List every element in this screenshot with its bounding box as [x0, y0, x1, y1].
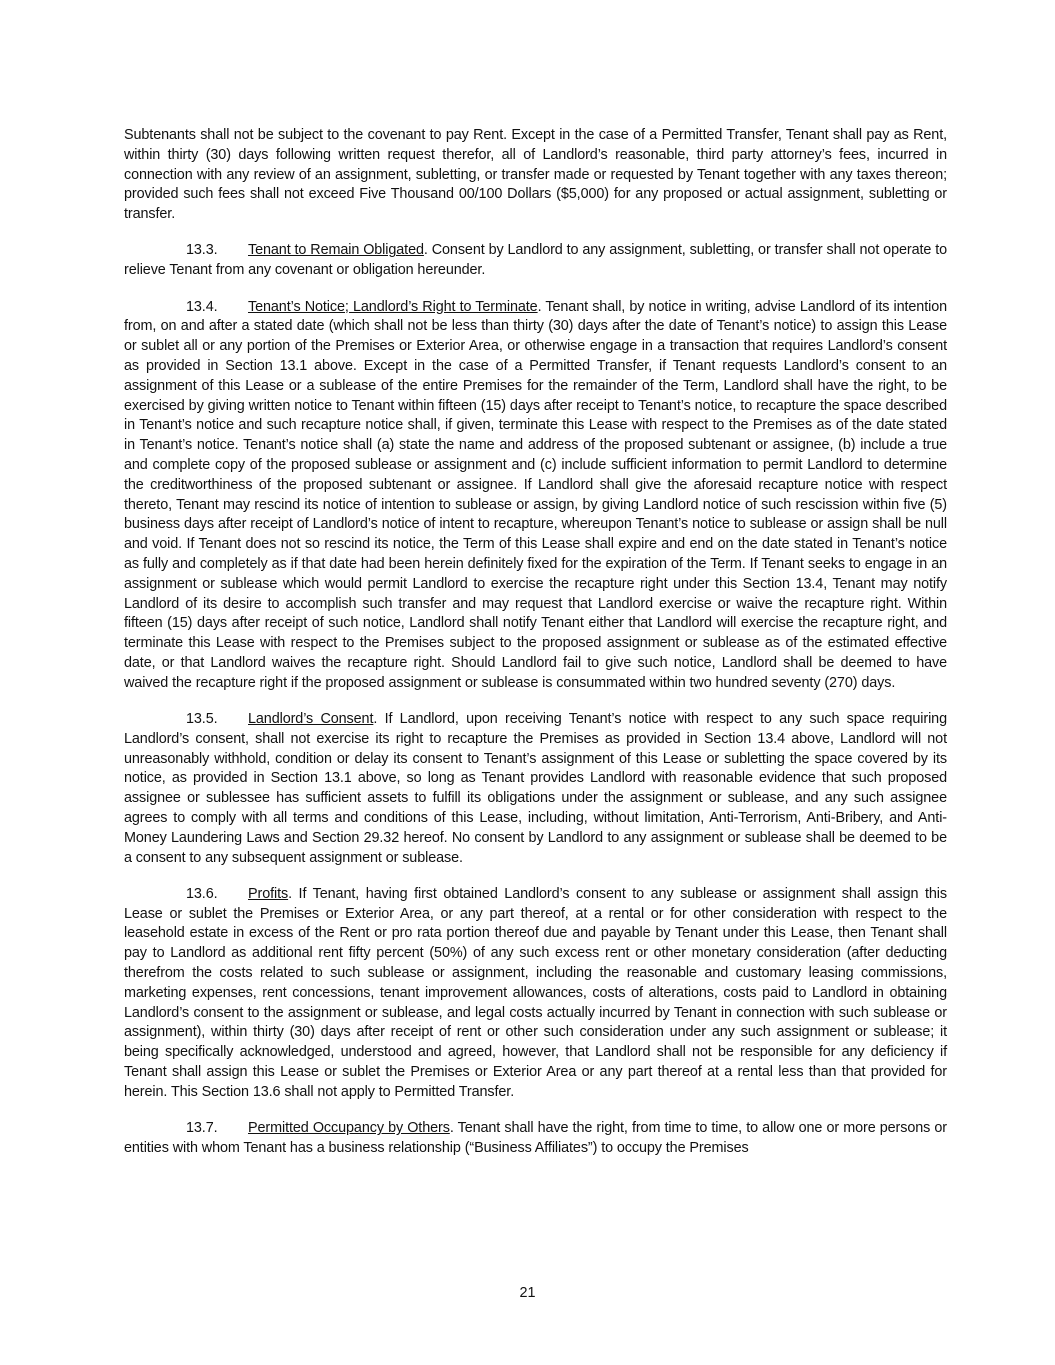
section-heading: Profits: [248, 885, 289, 902]
section-body: . If Tenant, having first obtained Landlord’s consent to any sublease or assignment shall assign this Lease or sublet the Premises or Exterior Area, or any part thereof, at a rental or for other consideration with respect to the leasehold estate in excess of the Rent or pro rata portion thereof due and payable by Tenant under this Lease, then Tenant shall pay to Landlord as additional rent fifty percent (50%) of any such excess rent or other monetary consideration (after deducting therefrom the costs related to such sublease or assignment, including the reasonable and customary leasing commissions, marketing expenses, rent concessions, tenant improvement allowances, costs of alterations, costs paid to Landlord in obtaining Landlord’s consent to the assignment or sublease, and legal costs actually incurred by Tenant in connection with such sublease or assignment), within thirty (30) days after receipt of rent or other such consideration under any such assignment or sublease; it being specifically acknowledged, understood and agreed, however, that Landlord shall not be responsible for any deficiency if Tenant shall assign this Lease or sublet the Premises or Exterior Area or any part thereof at a rental less than that provided for herein. This Section 13.6 shall not apply to Permitted Transfer.: [124, 885, 947, 1100]
section-body: . Consent by Landlord to any assignment, subletting, or transfer shall not operate to relieve Tenant from any covenant or obligation hereunder.: [124, 242, 948, 279]
section-heading: Tenant to Remain Obligated: [248, 242, 424, 259]
section-number: 13.7.: [186, 1120, 218, 1137]
section-number: 13.3.: [186, 242, 218, 259]
section-heading: Permitted Occupancy by Others: [248, 1120, 450, 1137]
section-number: 13.5.: [186, 711, 218, 728]
section-heading: Tenant’s Notice; Landlord’s Right to Terminate: [248, 298, 538, 315]
section-number: 13.6.: [186, 885, 218, 902]
section-13-3: [124, 241, 947, 281]
section-body: . Tenant shall have the right, from time to time, to allow one or more persons or entities with whom Tenant has a business relationship (“Business Affiliates”) to occupy the Premises: [124, 1120, 947, 1156]
section-body: . Tenant shall, by notice in writing, advise Landlord of its intention from, on and after a stated date (which shall not be less than thirty (30) days after the date of Tenant’s notice) to assign this Lease or sublet all or any portion of the Premises or Exterior Area, or otherwise engage in a transaction that requires Landlord’s consent as provided in Section 13.1 above. Except in the case of a Permitted Transfer, if Tenant requests Landlord’s consent to an assignment of this Lease or a sublease of the entire Premises for the remainder of the Term, Landlord shall have the right, to be exercised by giving written notice to Tenant within fifteen (15) days after receipt to Tenant’s notice, to recapture the space described in Tenant’s notice and such recapture notice shall, if given, terminate this Lease with respect to the Premises as of the date stated in Tenant’s notice. Tenant’s notice shall (a) state the name and address of the proposed subtenant or assignee, (b) include a true and complete copy of the proposed sublease or assignment and (c) include sufficient information to permit Landlord to determine the creditworthiness of the proposed subtenant or assignee. If Landlord shall give the aforesaid recapture notice with respect thereto, Tenant may rescind its notice of intention to sublease or assign, by giving Landlord notice of such rescission within five (5) business days after receipt of Landlord’s notice of intent to recapture, whereupon Tenant’s notice to sublease or assign shall be null and void. If Tenant does not so rescind its notice, the Term of this Lease shall expire and end on the date stated in Tenant’s notice as fully and completely as if that date had been herein definitely fixed for the expiration of the Term. If Tenant seeks to engage in an assignment or sublease which would permit Landlord to exercise the recapture right under this Section 13.4, Tenant may notify Landlord of its desire to accomplish such transfer and may request that Landlord exercise or waive the recapture right. Within fifteen (15) days after receipt of such notice, Landlord shall notify Tenant either that Landlord will exercise the recapture right, and terminate this Lease with respect to the Premises subject to the proposed assignment or sublease as of the estimated effective date, or that Landlord waives the recapture right. Should Landlord fail to give such notice, Landlord shall be deemed to have waived the recapture right if the proposed assignment or sublease is consummated within two hundred seventy (270) days.: [124, 298, 947, 691]
document-page: [124, 126, 947, 1175]
section-body: . If Landlord, upon receiving Tenant’s notice with respect to any such space requiring Landlord’s consent, shall not exercise its right to recapture the Premises as provided in Section 13.4 above, Landlord will not unreasonably withhold, condition or delay its consent to Tenant’s assignment of this Lease or subletting the space covered by its notice, as provided in Section 13.1 above, so long as Tenant provides Landlord with reasonable evidence that such proposed assignee or sublessee has sufficient assets to fulfill its obligations under the assignment or sublease, and any such assignee agrees to comply with all terms and conditions of this Lease, including, without limitation, Anti-Terrorism, Anti-Bribery, and Anti-Money Laundering Laws and Section 29.32 hereof. No consent by Landlord to any assignment or sublease shall be deemed to be a consent to any subsequent assignment or sublease.: [124, 711, 947, 866]
section-heading: Landlord’s Consent: [248, 711, 374, 728]
page-number: 21: [519, 1285, 536, 1301]
section-13-6: [124, 885, 947, 1103]
section-13-5: [124, 710, 947, 868]
section-number: 13.4.: [186, 298, 218, 315]
intro-paragraph: Subtenants shall not be subject to the covenant to pay Rent. Except in the case of a Permitted Transfer, Tenant shall pay as Rent, within thirty (30) days following written request therefor, all of Landlord’s reasonable, third party attorney’s fees, incurred in connection with any review of an assignment, subletting, or transfer made or requested by Tenant together with any taxes thereon; provided such fees shall not exceed Five Thousand 00/100 Dollars ($5,000) for any proposed or actual assignment, subletting or transfer.: [124, 127, 947, 223]
section-13-7: [124, 1119, 947, 1159]
section-13-4: [124, 298, 947, 694]
